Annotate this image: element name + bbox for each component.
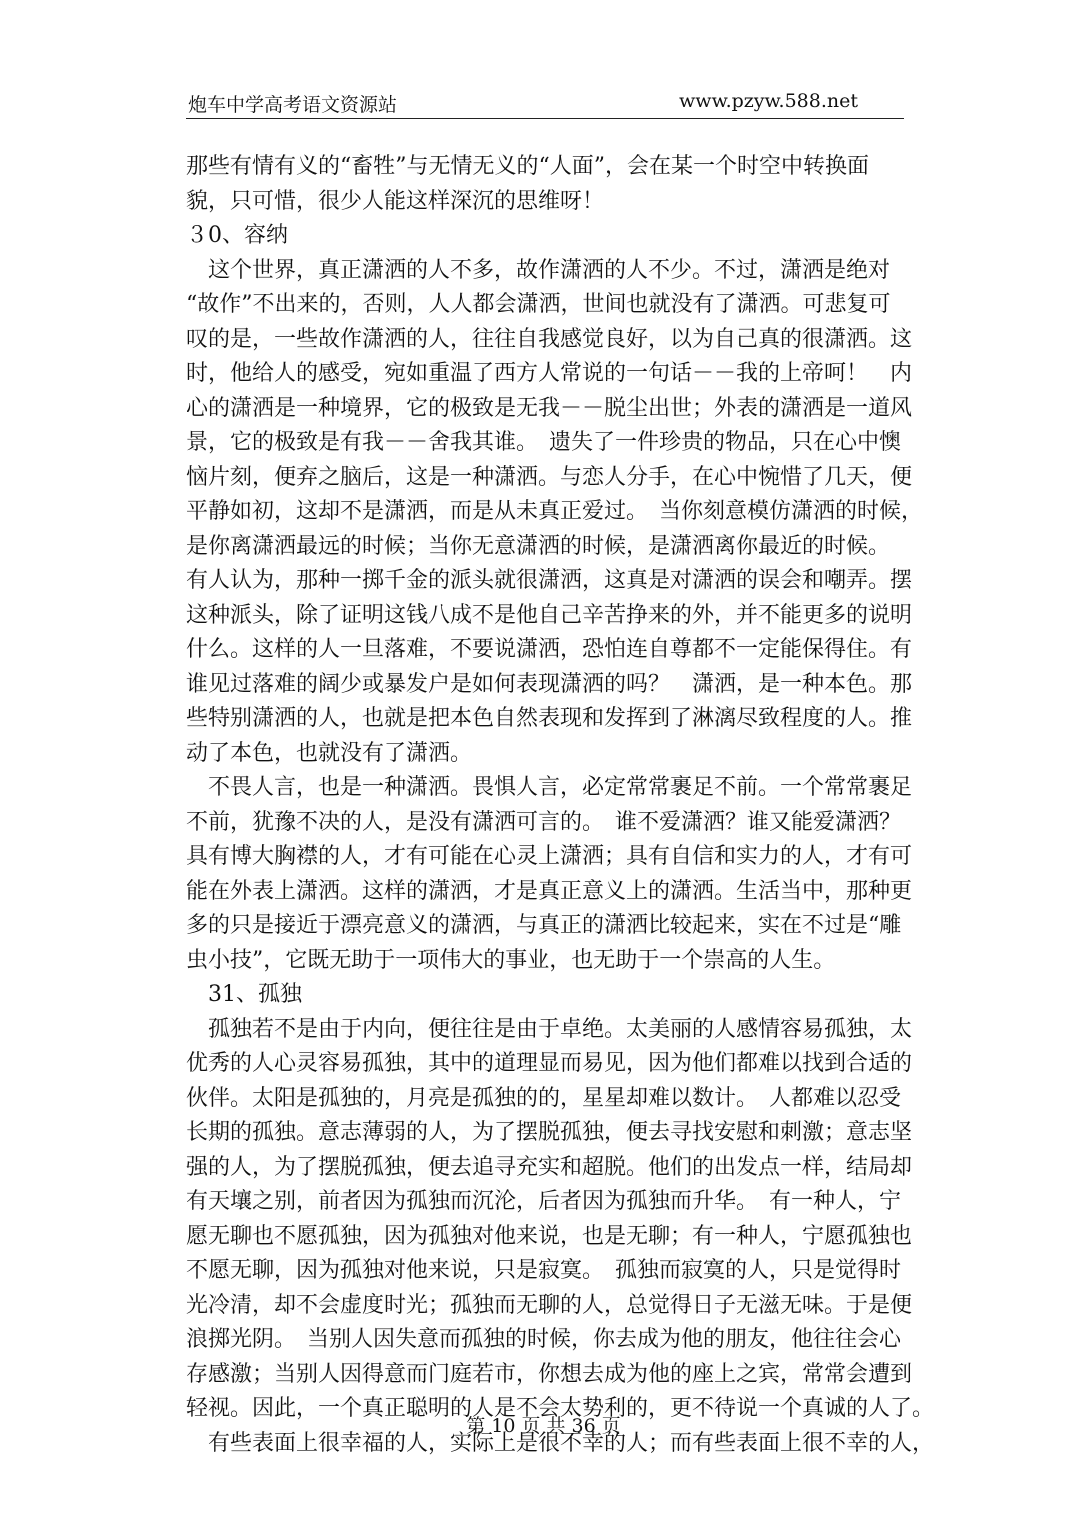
text-line: 31、孤独 (186, 982, 302, 1007)
text-line: 轻视。因此，一个真正聪明的人是不会太势利的，更不待说一个真诚的人了。 (186, 1396, 935, 1421)
text-line: 景，它的极致是有我－－舍我其谁。 遗失了一件珍贵的物品，只在心中懊 (186, 430, 902, 455)
text-line: 多的只是接近于漂亮意义的潇洒，与真正的潇洒比较起来，实在不过是“雕 (186, 913, 902, 938)
text-line: 浪掷光阴。 当别人因失意而孤独的时候，你去成为他的朋友，他往往会心 (186, 1327, 902, 1352)
page-header (186, 90, 904, 119)
text-line: 长期的孤独。意志薄弱的人，为了摆脱孤独，便去寻找安慰和刺激；意志坚 (186, 1120, 913, 1145)
text-line: ３0、容纳 (186, 223, 288, 248)
text-line: 不前，犹豫不决的人，是没有潇洒可言的。 谁不爱潇洒？谁又能爱潇洒？ (186, 809, 902, 835)
text-line: 动了本色，也就没有了潇洒。 (186, 740, 473, 766)
text-line: 有天壤之别，前者因为孤独而沉沦，后者因为孤独而升华。 有一种人，宁 (186, 1189, 902, 1214)
text-line: 心的潇洒是一种境界，它的极致是无我－－脱尘出世；外表的潇洒是一道风 (186, 395, 913, 421)
text-line: 这种派头，除了证明这钱八成不是他自己辛苦挣来的外，并不能更多的说明 (186, 602, 913, 628)
text-line: 虫小技”，它既无助于一项伟大的事业，也无助于一个崇高的人生。 (186, 947, 836, 973)
text-line: 愿无聊也不愿孤独，因为孤独对他来说，也是无聊；有一种人，宁愿孤独也 (186, 1223, 913, 1249)
site-name: 炮车中学高考语文资源站 (188, 94, 398, 116)
page-number: 第 10 页 共 36 页 (466, 1415, 621, 1437)
text-line: 貌，只可惜，很少人能这样深沉的思维呀！ (186, 188, 605, 214)
text-line: 光冷清，却不会虚度时光；孤独而无聊的人，总觉得日子无滋无味。于是便 (186, 1292, 913, 1318)
text-line: “故作”不出来的，否则，人人都会潇洒，世间也就没有了潇洒。可悲复可 (186, 292, 891, 317)
text-line: 不畏人言，也是一种潇洒。畏惧人言，必定常常裹足不前。一个常常裹足 (186, 775, 913, 800)
site-url: www.pzyw.588.net (679, 90, 858, 112)
text-line: 平静如初，这却不是潇洒，而是从未真正爱过。 当你刻意模仿潇洒的时候， (186, 499, 924, 524)
text-line: 优秀的人心灵容易孤独，其中的道理显而易见，因为他们都难以找到合适的 (186, 1051, 913, 1076)
text-line: 恼片刻，便弃之脑后，这是一种潇洒。与恋人分手，在心中惋惜了几天，便 (186, 464, 913, 490)
text-line: 存感激；当别人因得意而门庭若市，你想去成为他的座上之宾，常常会遭到 (186, 1361, 913, 1387)
text-line: 伙伴。太阳是孤独的，月亮是孤独的的，星星却难以数计。 人都难以忍受 (186, 1085, 902, 1111)
text-line: 谁见过落难的阔少或暴发户是如何表现潇洒的吗？ 潇洒，是一种本色。那 (186, 671, 913, 697)
text-line: 些特别潇洒的人，也就是把本色自然表现和发挥到了淋漓尽致程度的人。推 (186, 706, 913, 731)
text-line: 孤独若不是由于内向，便往往是由于卓绝。太美丽的人感情容易孤独，太 (186, 1016, 913, 1042)
text-line: 叹的是，一些故作潇洒的人，往往自我感觉良好，以为自己真的很潇洒。这 (186, 326, 913, 352)
document-body (186, 150, 935, 1461)
text-line: 那些有情有义的“畜牲”与无情无义的“人面”，会在某一个时空中转换面 (186, 154, 869, 179)
text-line: 是你离潇洒最远的时候；当你无意潇洒的时候，是潇洒离你最近的时候。 (186, 533, 891, 559)
text-line: 有人认为，那种一掷千金的派头就很潇洒，这真是对潇洒的误会和嘲弄。摆 (186, 568, 913, 593)
text-line: 这个世界，真正潇洒的人不多，故作潇洒的人不少。不过，潇洒是绝对 (186, 257, 891, 283)
text-line: 具有博大胸襟的人，才有可能在心灵上潇洒；具有自信和实力的人，才有可 (186, 844, 913, 869)
text-line: 不愿无聊，因为孤独对他来说，只是寂寞。 孤独而寂寞的人，只是觉得时 (186, 1258, 902, 1283)
text-line: 时，他给人的感受，宛如重温了西方人常说的一句话－－我的上帝呵！ 内 (186, 361, 913, 386)
text-line: 有些表面上很幸福的人，实际上是很不幸的人；而有些表面上很不幸的人， (186, 1430, 935, 1456)
text-line: 能在外表上潇洒。这样的潇洒，才是真正意义上的潇洒。生活当中，那种更 (186, 878, 913, 904)
text-line: 强的人，为了摆脱孤独，便去追寻充实和超脱。他们的出发点一样，结局却 (186, 1154, 913, 1180)
text-line: 什么。这样的人一旦落难，不要说潇洒，恐怕连自尊都不一定能保得住。有 (186, 637, 913, 662)
